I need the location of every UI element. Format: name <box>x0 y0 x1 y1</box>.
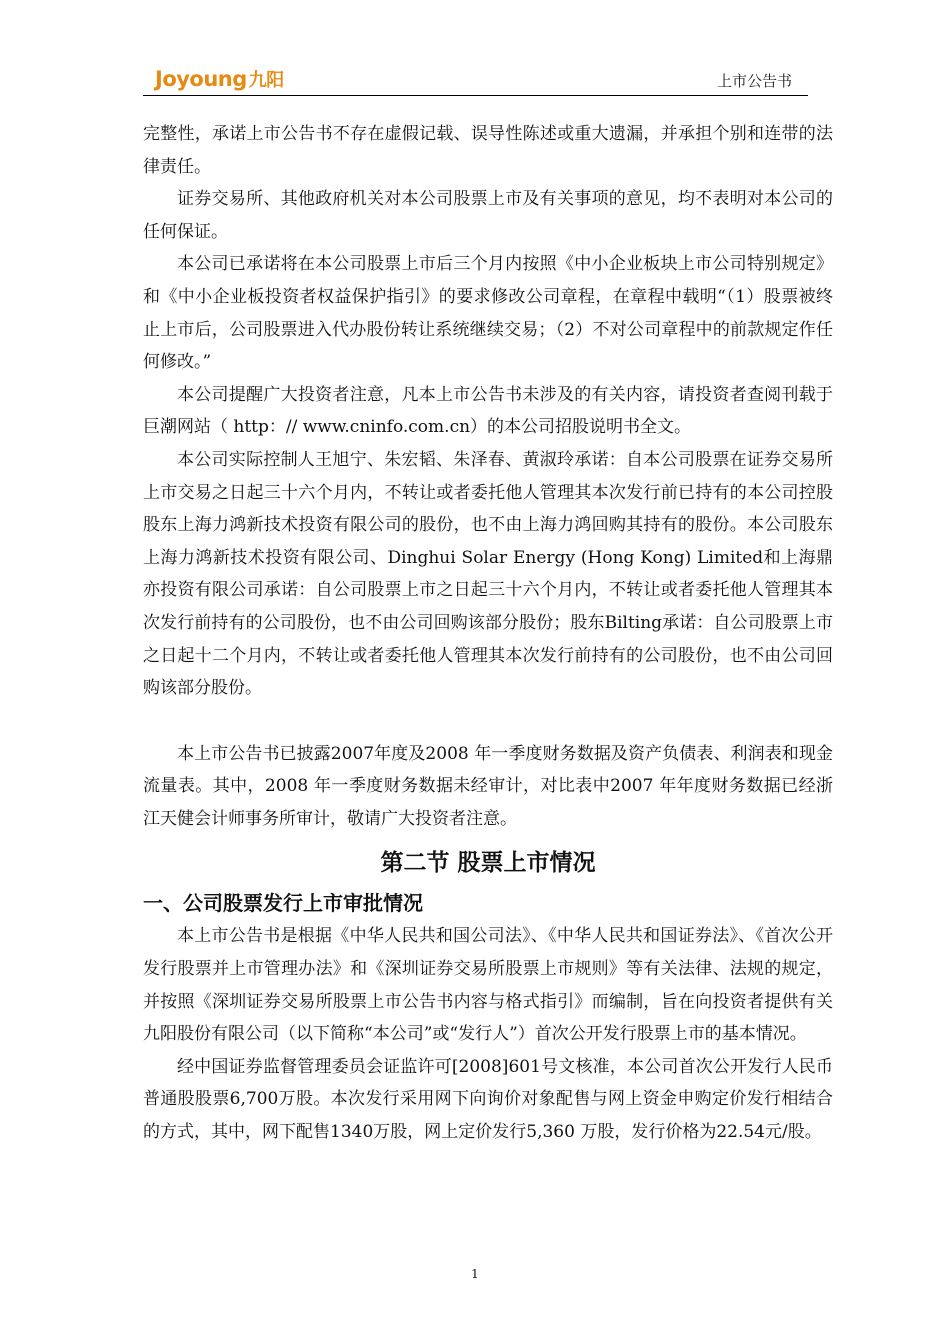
paragraph-continued: 完整性，承诺上市公告书不存在虚假记载、误导性陈述或重大遗漏，并承担个别和连带的法律责任。 <box>143 124 833 177</box>
paragraph-legal-basis: 本上市公告书是根据《中华人民共和国公司法》、《中华人民共和国证券法》、《首次公开发行股票并上市管理办法》和《深圳证券交易所股票上市规则》等有关法律、法规的规定，并按照《深圳证券交易所股票上市公告书内容与格式指引》而编制，旨在向投资者提供有关九阳股份有限公司（以下简称“本公司”或“发行人”）首次公开发行股票上市的基本情况。 <box>143 926 833 1045</box>
page-number: 1 <box>471 1267 479 1281</box>
section-title: 第二节 股票上市情况 <box>380 849 596 877</box>
paragraph-articles-commitment: 本公司已承诺将在本公司股票上市后三个月内按照《中小企业板块上市公司特别规定》和《中小企业板投资者权益保护指引》的要求修改公司章程，在章程中载明“（1）股票被终止上市后，公司股票进入代办股份转让系统继续交易；（2）不对公司章程中的前款规定作任何修改。” <box>143 254 833 373</box>
paragraph-disclaimer: 证券交易所、其他政府机关对本公司股票上市及有关事项的意见，均不表明对本公司的任何保证。 <box>143 189 833 242</box>
page-header <box>143 64 808 96</box>
header-title: 上市公告书 <box>716 72 792 90</box>
logo-cn: 九阳 <box>248 70 284 91</box>
joyoung-logo <box>155 66 284 92</box>
logo-latin: Joyoung <box>155 67 247 91</box>
paragraph-gap <box>143 705 833 738</box>
subsection-title: 一、公司股票发行上市审批情况 <box>143 891 423 916</box>
document-body <box>143 118 833 1149</box>
paragraph-issuance-approval: 经中国证券监督管理委员会证监许可[2008]601号文核准，本公司首次公开发行人民币普通股股票6,700万股。本次发行采用网下向询价对象配售与网上资金申购定价发行相结合的方式，其中，网下配售1340万股，网上定价发行5,360 万股，发行价格为22.54元/股。 <box>143 1056 833 1143</box>
header-divider <box>143 95 808 96</box>
paragraph-financial-data: 本上市公告书已披露2007年度及2008 年一季度财务数据及资产负债表、利润表和现金流量表。其中，2008 年一季度财务数据未经审计，对比表中2007 年年度财务数据已经浙江天健会计师事务所审计，敬请广大投资者注意。 <box>143 743 833 829</box>
paragraph-lockup-commitment: 本公司实际控制人王旭宁、朱宏韬、朱泽春、黄淑玲承诺：自本公司股票在证券交易所上市交易之日起三十六个月内，不转让或者委托他人管理其本次发行前已持有的本公司控股股东上海力鸿新技术投资有限公司的股份，也不由上海力鸿回购其持有的股份。本公司股东上海力鸿新技术投资有限公司、Dinghui Solar Energy (Hong Kong) Limited和上海鼎亦投资有限公司承诺：自公司股票上市之日起三十六个月内，不转让或者委托他人管理其本次发行前持有的公司股份，也不由公司回购该部分股份；股东Bilting承诺：自公司股票上市之日起十二个月内，不转让或者委托他人管理其本次发行前持有的公司股份，也不由公司回购该部分股份。 <box>143 449 833 699</box>
paragraph-investor-notice: 本公司提醒广大投资者注意，凡本上市公告书未涉及的有关内容，请投资者查阅刊载于巨潮网站（ http：// www.cninfo.com.cn）的本公司招股说明书全文。 <box>143 384 833 438</box>
